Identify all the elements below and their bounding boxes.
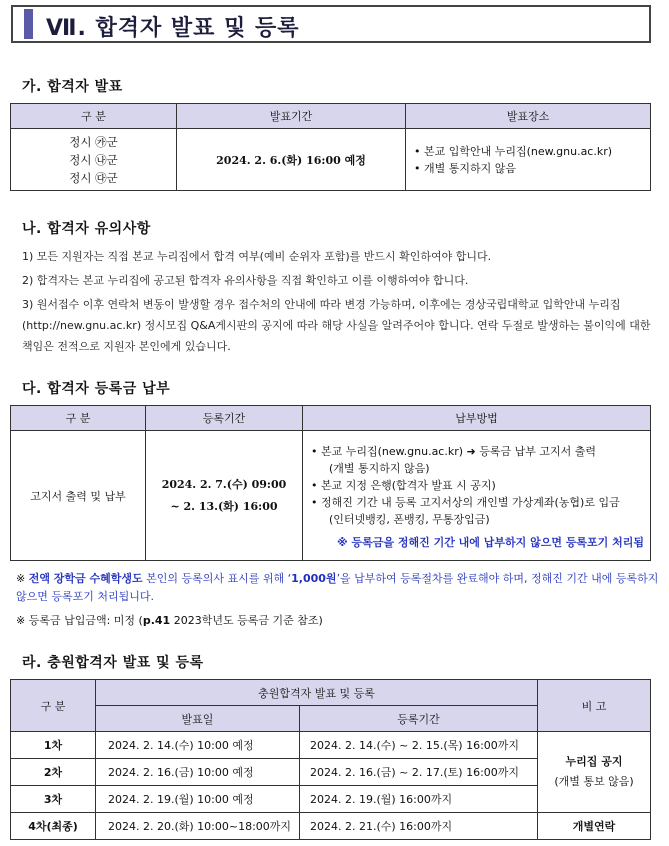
note-text: ’을 납부하여 등록절차를 완료해야 하며, 정해진 기간 내에 등록하지 않으면 등록포기 처리됩니다. bbox=[16, 572, 659, 603]
note-emphasis: 전액 장학금 수혜학생도 bbox=[28, 572, 143, 585]
announce-date: 2024. 2. 16.(금) 10:00 예정 bbox=[96, 759, 300, 786]
note-text: 본인의 등록의사 표시를 위해 ‘ bbox=[146, 572, 292, 585]
method-item: • 정해진 기간 내 등록 고지서상의 개인별 가상계좌(농협)로 입금 bbox=[311, 494, 650, 511]
col-header-period: 발표기간 bbox=[177, 104, 406, 129]
banner-title: Ⅶ. 합격자 발표 및 등록 bbox=[46, 16, 300, 41]
table-row bbox=[11, 813, 651, 840]
announce-date: 2024. 2. 19.(월) 10:00 예정 bbox=[96, 786, 300, 813]
heading-announcement: 가. 합격자 발표 bbox=[22, 79, 123, 95]
fee-note bbox=[16, 612, 661, 630]
round-label: 1차 bbox=[11, 732, 96, 759]
note-text: ※ 등록금 납입금액: 미정 ( bbox=[16, 614, 143, 627]
table-row bbox=[11, 732, 651, 759]
col-header-place: 발표장소 bbox=[406, 104, 651, 129]
register-period: 2024. 2. 16.(금) ~ 2. 17.(토) 16:00까지 bbox=[300, 759, 538, 786]
register-period: 2024. 2. 19.(월) 16:00까지 bbox=[300, 786, 538, 813]
note-main: 누리집 공지 bbox=[565, 755, 623, 768]
group-item: 정시 ㉰군 bbox=[69, 170, 118, 185]
note-mark: ※ bbox=[16, 572, 26, 585]
round-label: 2차 bbox=[11, 759, 96, 786]
payment-table bbox=[10, 405, 651, 561]
payment-row-label: 고지서 출력 및 납부 bbox=[11, 431, 146, 561]
note-amount: 1,000원 bbox=[291, 572, 337, 585]
place-item: • 개별 통지하지 않음 bbox=[414, 160, 650, 177]
method-item: • 본교 누리집(new.gnu.ac.kr) ➜ 등록금 납부 고지서 출력 bbox=[311, 443, 650, 460]
method-item: • 본교 지정 은행(합격자 발표 시 공지) bbox=[311, 477, 650, 494]
period-end: ~ 2. 13.(화) 16:00 bbox=[170, 499, 278, 513]
col-header-method: 납부방법 bbox=[303, 406, 651, 431]
col-header-round: 구 분 bbox=[11, 680, 96, 732]
heading-notices: 나. 합격자 유의사항 bbox=[22, 221, 151, 237]
note-text: 2023학년도 등록금 기준 참조) bbox=[170, 614, 323, 627]
col-header-main: 충원합격자 발표 및 등록 bbox=[96, 680, 538, 706]
notice-item-2: 2) 합격자는 본교 누리집에 공고된 합격자 유의사항을 직접 확인하고 이를 이행하여야 합니다. bbox=[22, 274, 469, 287]
heading-payment: 다. 합격자 등록금 납부 bbox=[22, 381, 171, 397]
payment-period bbox=[146, 431, 303, 561]
banner-accent-bar bbox=[24, 9, 33, 39]
note-page-ref: p.41 bbox=[142, 614, 171, 627]
group-list bbox=[11, 129, 177, 191]
round-label: 4차(최종) bbox=[11, 813, 96, 840]
payment-methods bbox=[303, 431, 651, 561]
round-label: 3차 bbox=[11, 786, 96, 813]
register-period: 2024. 2. 14.(수) ~ 2. 15.(목) 16:00까지 bbox=[300, 732, 538, 759]
announce-place bbox=[406, 129, 651, 191]
period-start: 2024. 2. 7.(수) 09:00 bbox=[161, 477, 287, 491]
place-item: • 본교 입학안내 누리집(new.gnu.ac.kr) bbox=[414, 143, 650, 160]
method-subnote: (인터넷뱅킹, 폰뱅킹, 무통장입금) bbox=[329, 513, 490, 526]
col-header-announce: 발표일 bbox=[96, 706, 300, 732]
col-header-category: 구 분 bbox=[11, 406, 146, 431]
payment-warning: ※ 등록금을 정해진 기간 내에 납부하지 않으면 등록포기 처리됨 bbox=[337, 536, 644, 549]
col-header-period: 등록기간 bbox=[146, 406, 303, 431]
note-sub: (개별 통보 않음) bbox=[554, 775, 634, 788]
group-item: 정시 ㉯군 bbox=[69, 152, 118, 167]
scholarship-note bbox=[16, 570, 661, 606]
col-header-register: 등록기간 bbox=[300, 706, 538, 732]
method-subnote: (개별 통지하지 않음) bbox=[329, 462, 430, 475]
col-header-category: 구 분 bbox=[11, 104, 177, 129]
notice-item-3: 3) 원서접수 이후 연락처 변동이 발생할 경우 접수처의 안내에 따라 변경 가능하며, 이후에는 경상국립대학교 입학안내 누리집(http://new.gnu.ac.kr) 정시모집 Q&A게시판의 공지에 따라 해당 사실을 알려주어야 합니다. 연락 두절로 발생하는 불이익에 대한 책임은 전적으로 지원자 본인에게 있습니다. bbox=[22, 298, 651, 353]
section-banner bbox=[11, 5, 651, 43]
announcement-table bbox=[10, 103, 651, 191]
additional-table bbox=[10, 679, 651, 840]
notice-item-1: 1) 모든 지원자는 직접 본교 누리집에서 합격 여부(예비 순위자 포함)를 반드시 확인하여야 합니다. bbox=[22, 250, 492, 263]
col-header-note: 비 고 bbox=[538, 680, 651, 732]
note-last: 개별연락 bbox=[538, 813, 651, 840]
announce-date: 2024. 2. 14.(수) 10:00 예정 bbox=[96, 732, 300, 759]
note-cell bbox=[538, 732, 651, 813]
group-item: 정시 ㉮군 bbox=[69, 134, 118, 149]
register-period: 2024. 2. 21.(수) 16:00까지 bbox=[300, 813, 538, 840]
announce-date: 2024. 2. 20.(화) 10:00~18:00까지 bbox=[96, 813, 300, 840]
announce-period: 2024. 2. 6.(화) 16:00 예정 bbox=[177, 129, 406, 191]
heading-additional: 라. 충원합격자 발표 및 등록 bbox=[22, 655, 204, 671]
